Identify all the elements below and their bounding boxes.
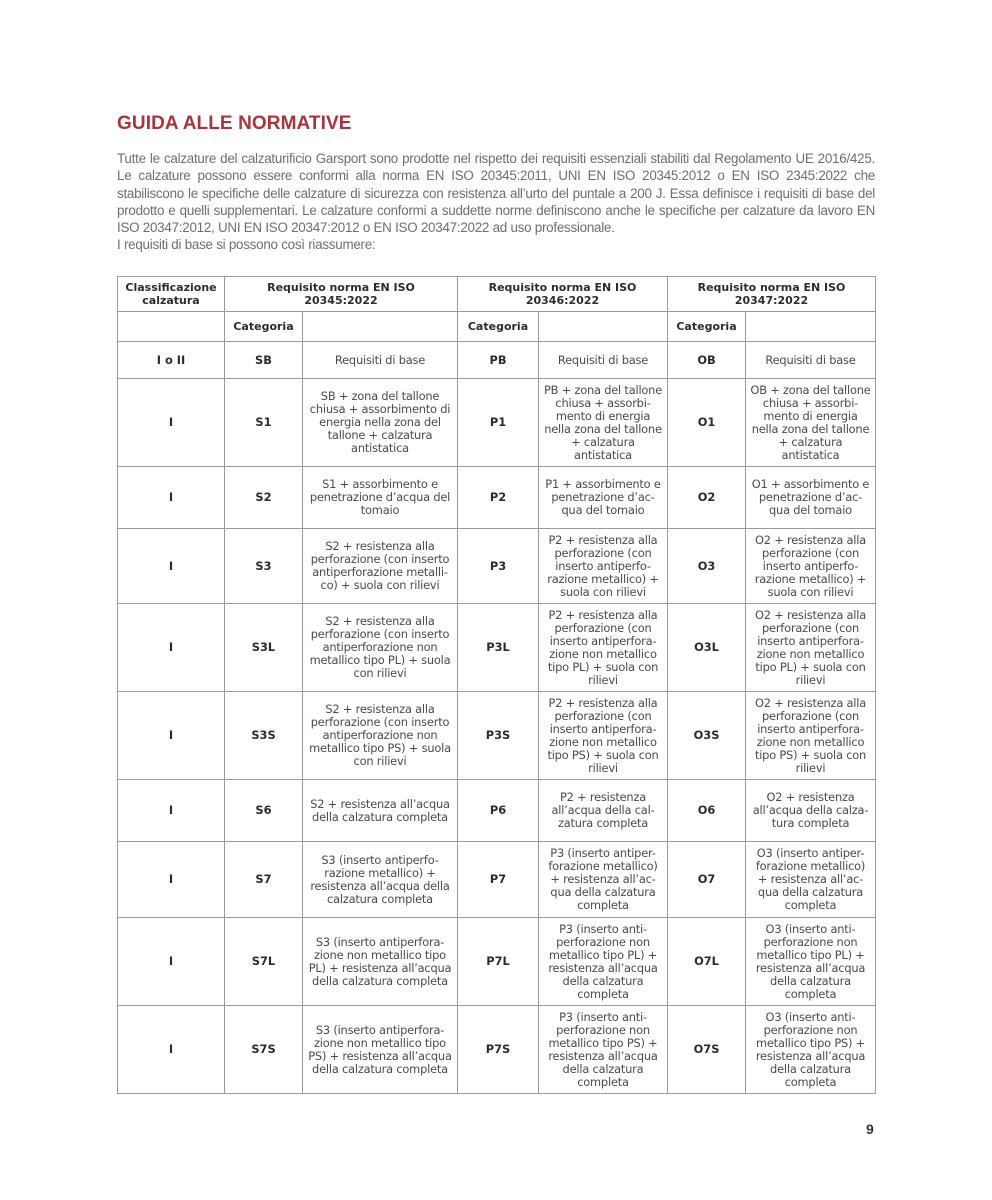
requirement-p-cell: P3 (inserto anti-perforazione non metallico tipo PL) + resistenza all’acqua della calzatura completa [539, 918, 668, 1006]
subheader-category-20346: Categoria [458, 312, 539, 342]
intro-summary-line: I requisiti di base si possono così riassumere: [117, 237, 376, 253]
classification-cell: I [118, 1006, 225, 1094]
table-row [118, 529, 876, 604]
requirement-s-cell: SB + zona del tallone chiusa + assorbimento di energia nella zona del tallone + calzatura antistatica [303, 379, 458, 467]
requirement-s-cell: S1 + assorbimento e penetrazione d’acqua del tomaio [303, 467, 458, 529]
requirement-s-cell: S2 + resistenza alla perforazione (con inserto antiperforazione non metallico tipo PS) + suola con rilievi [303, 692, 458, 780]
requirement-p-cell: P2 + resistenza alla perforazione (con inserto antiperfora-zione non metallico tipo PS) + suola con rilievi [539, 692, 668, 780]
category-o-cell: O7L [668, 918, 746, 1006]
table-row [118, 467, 876, 529]
requirement-o-cell: Requisiti di base [746, 342, 876, 379]
requirement-o-cell: O1 + assorbimento e penetrazione d’ac-qua del tomaio [746, 467, 876, 529]
category-s-cell: S7S [225, 1006, 303, 1094]
category-p-cell: P7 [458, 842, 539, 918]
requirement-s-cell: S3 (inserto antiperfora-zione non metallico tipo PL) + resistenza all’acqua della calzatura completa [303, 918, 458, 1006]
category-p-cell: P7L [458, 918, 539, 1006]
category-p-cell: P3 [458, 529, 539, 604]
page-title: GUIDA ALLE NORMATIVE [117, 113, 352, 134]
category-p-cell: P2 [458, 467, 539, 529]
category-o-cell: O7 [668, 842, 746, 918]
classification-cell: I [118, 780, 225, 842]
table-row [118, 842, 876, 918]
page-number: 9 [866, 1121, 874, 1137]
subheader-row [118, 312, 876, 342]
category-p-cell: P1 [458, 379, 539, 467]
header-row [118, 277, 876, 312]
category-p-cell: P3L [458, 604, 539, 692]
category-s-cell: S3S [225, 692, 303, 780]
requirement-o-cell: O3 (inserto anti-perforazione non metallico tipo PS) + resistenza all’acqua della calzatura completa [746, 1006, 876, 1094]
subheader-empty [746, 312, 876, 342]
norms-table [117, 276, 876, 1094]
requirement-s-cell: S2 + resistenza alla perforazione (con inserto antiperforazione metalli-co) + suola con rilievi [303, 529, 458, 604]
requirement-o-cell: O2 + resistenza alla perforazione (con inserto antiperfo-razione metallico) + suola con rilievi [746, 529, 876, 604]
requirement-o-cell: O3 (inserto anti-perforazione non metallico tipo PL) + resistenza all’acqua della calzatura completa [746, 918, 876, 1006]
requirement-o-cell: O3 (inserto antiper-forazione metallico) + resistenza all’ac-qua della calzatura completa [746, 842, 876, 918]
subheader-category-20345: Categoria [225, 312, 303, 342]
requirement-s-cell: Requisiti di base [303, 342, 458, 379]
category-o-cell: O3 [668, 529, 746, 604]
table-row [118, 604, 876, 692]
intro-text [117, 150, 875, 254]
category-o-cell: OB [668, 342, 746, 379]
classification-cell: I o II [118, 342, 225, 379]
table-row [118, 1006, 876, 1094]
requirement-o-cell: O2 + resistenza alla perforazione (con inserto antiperfora-zione non metallico tipo PS) + suola con rilievi [746, 692, 876, 780]
category-s-cell: S6 [225, 780, 303, 842]
table-row [118, 379, 876, 467]
requirement-p-cell: P2 + resistenza alla perforazione (con inserto antiperfora-zione non metallico tipo PL) + suola con rilievi [539, 604, 668, 692]
classification-cell: I [118, 379, 225, 467]
subheader-empty [539, 312, 668, 342]
header-norm-20345: Requisito norma EN ISO 20345:2022 [225, 277, 458, 312]
requirement-p-cell: P2 + resistenza all’acqua della cal-zatura completa [539, 780, 668, 842]
classification-cell: I [118, 467, 225, 529]
requirement-p-cell: P3 (inserto antiper-forazione metallico) + resistenza all’ac-qua della calzatura completa [539, 842, 668, 918]
header-classification: Classificazione calzatura [118, 277, 225, 312]
requirement-s-cell: S2 + resistenza all’acqua della calzatura completa [303, 780, 458, 842]
requirement-p-cell: P3 (inserto anti-perforazione non metallico tipo PS) + resistenza all’acqua della calzatura completa [539, 1006, 668, 1094]
category-s-cell: SB [225, 342, 303, 379]
category-o-cell: O1 [668, 379, 746, 467]
header-norm-20347: Requisito norma EN ISO 20347:2022 [668, 277, 876, 312]
table-row [118, 780, 876, 842]
subheader-empty [118, 312, 225, 342]
requirement-p-cell: P1 + assorbimento e penetrazione d’ac-qua del tomaio [539, 467, 668, 529]
classification-cell: I [118, 692, 225, 780]
classification-cell: I [118, 604, 225, 692]
category-o-cell: O6 [668, 780, 746, 842]
requirement-p-cell: Requisiti di base [539, 342, 668, 379]
category-p-cell: P7S [458, 1006, 539, 1094]
category-p-cell: P3S [458, 692, 539, 780]
intro-paragraph: Tutte le calzature del calzaturificio Garsport sono prodotte nel rispetto dei requisiti essenziali stabiliti dal Regolamento UE 2016/425. Le calzature possono essere conformi alla norma EN ISO 20345:2011, UNI EN ISO 20345:2012 o EN ISO 2345:2022 che stabiliscono le specifiche delle calzature di sicurezza con resistenza all’urto del puntale a 200 J. Essa definisce i requisiti di base del prodotto e quelli supplementari. Le calzature conformi a suddette norme definiscono anche le specifiche per calzature da lavoro EN ISO 20347:2012, UNI EN ISO 20347:2012 o EN ISO 20347:2022 ad uso professionale. [117, 151, 875, 236]
classification-cell: I [118, 842, 225, 918]
table-row [118, 918, 876, 1006]
category-p-cell: P6 [458, 780, 539, 842]
category-s-cell: S7 [225, 842, 303, 918]
subheader-category-20347: Categoria [668, 312, 746, 342]
category-s-cell: S2 [225, 467, 303, 529]
requirement-s-cell: S3 (inserto antiperfo-razione metallico) + resistenza all’acqua della calzatura completa [303, 842, 458, 918]
category-o-cell: O3L [668, 604, 746, 692]
requirement-o-cell: OB + zona del tallone chiusa + assorbi-mento di energia nella zona del tallone + calzatura antistatica [746, 379, 876, 467]
header-norm-20346: Requisito norma EN ISO 20346:2022 [458, 277, 668, 312]
requirement-o-cell: O2 + resistenza alla perforazione (con inserto antiperfora-zione non metallico tipo PL) + suola con rilievi [746, 604, 876, 692]
requirement-o-cell: O2 + resistenza all’acqua della calza-tura completa [746, 780, 876, 842]
category-p-cell: PB [458, 342, 539, 379]
category-s-cell: S3 [225, 529, 303, 604]
category-s-cell: S1 [225, 379, 303, 467]
requirement-p-cell: PB + zona del tallone chiusa + assorbi-mento di energia nella zona del tallone + calzatura antistatica [539, 379, 668, 467]
classification-cell: I [118, 918, 225, 1006]
category-s-cell: S3L [225, 604, 303, 692]
classification-cell: I [118, 529, 225, 604]
category-o-cell: O7S [668, 1006, 746, 1094]
table-row [118, 342, 876, 379]
requirement-s-cell: S3 (inserto antiperfora-zione non metallico tipo PS) + resistenza all’acqua della calzatura completa [303, 1006, 458, 1094]
table-row [118, 692, 876, 780]
requirement-p-cell: P2 + resistenza alla perforazione (con inserto antiperfo-razione metallico) + suola con rilievi [539, 529, 668, 604]
category-o-cell: O2 [668, 467, 746, 529]
requirement-s-cell: S2 + resistenza alla perforazione (con inserto antiperforazione non metallico tipo PL) + suola con rilievi [303, 604, 458, 692]
subheader-empty [303, 312, 458, 342]
category-o-cell: O3S [668, 692, 746, 780]
category-s-cell: S7L [225, 918, 303, 1006]
